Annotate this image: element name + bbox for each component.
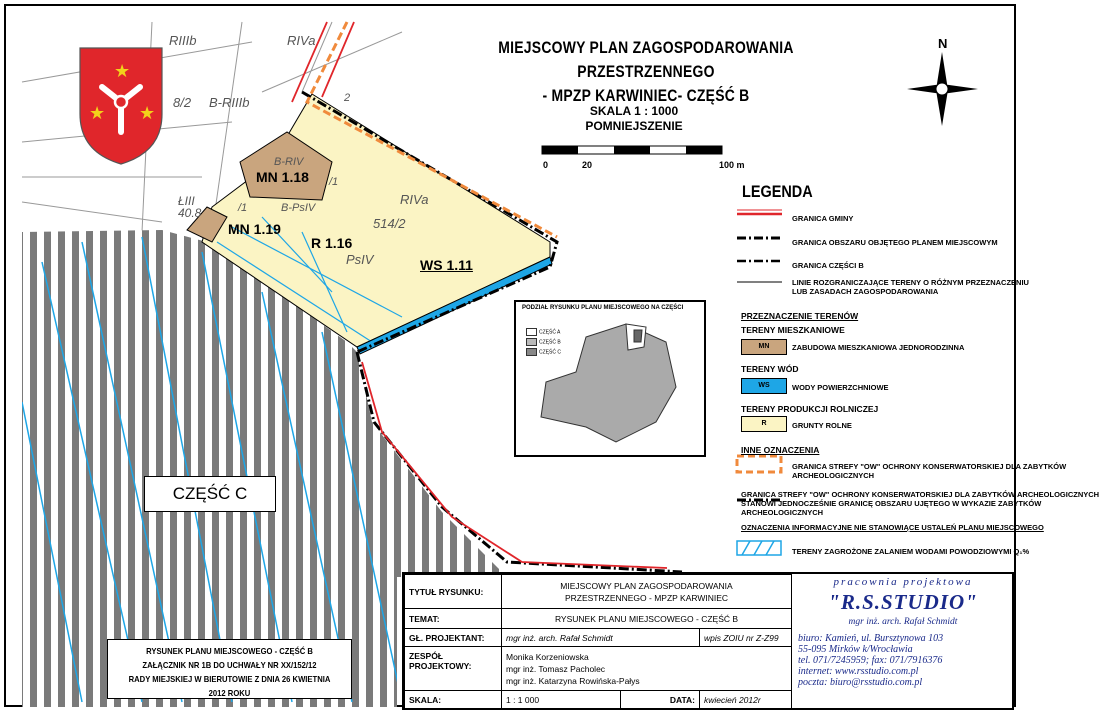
label-r1: /1 [329,176,339,188]
label-brivs: B-RIV [274,156,304,168]
legend-granica-czesci: GRANICA CZĘŚCI B [792,261,864,270]
legend-mn-desc: ZABUDOWA MIESZKANIOWA JEDNORODZINNA [792,343,965,352]
tb-zespol-2: mgr inż. Tomasz Pacholec [506,663,606,674]
tb-tytul-2: PRZESTRZENNEGO - MPZP KARWINIEC [564,592,729,603]
tb-wpis: wpis ZOIU nr Z-Z99 [700,629,792,647]
studio-tel: tel. 071/7245959; fax: 071/7916376 [798,655,943,666]
legend-ow-b-1: GRANICA STREFY "OW" OCHRONY KONSERWATORSKIEJ DLA ZABYTKÓW ARCHEOLOGICZNYCH [741,490,1099,499]
legend-mn-swatch: MN [741,339,787,355]
svg-text:★: ★ [114,61,131,81]
tb-zespol-1: Monika Korzeniowska [506,651,589,662]
legend-ow-b-3: ARCHEOLOGICZNYCH [741,508,824,517]
legend-ws-desc: WODY POWIERZCHNIOWE [792,383,889,392]
studio-addr1: biuro: Kamień, ul. Bursztynowa 103 [798,633,944,644]
label-briiib: B-RIIIb [209,95,250,110]
legend-tereny-mieszk: TERENY MIESZKANIOWE [741,325,845,335]
legend-przeznaczenie: PRZEZNACZENIE TERENÓW [741,311,859,321]
legend-ws-swatch: WS [741,378,787,394]
legend-inne: INNE OZNACZENIA [741,445,820,455]
inset-map [514,300,706,457]
scale-bar [542,146,722,154]
legend-granica-gminy: GRANICA GMINY [792,214,854,223]
legend-linie-1: LINIE ROZGRANICZAJĄCE TERENY O RÓŻNYM PRZEZNACZENIU [792,278,1029,287]
label-p2: 2 [344,92,351,104]
studio-internet: internet: www.rsstudio.com.pl [798,666,919,677]
label-rivatop: RIVa [287,33,316,48]
label-bpsiv: B-PsIV [281,202,316,214]
legend-title: LEGENDA [742,182,813,201]
label-liii: ŁIII [178,194,195,208]
sheet-line-1: RYSUNEK PLANU MIEJSCOWEGO - CZĘŚĆ B [146,646,313,656]
scale-label: SKALA 1 : 1000 [589,104,679,118]
tb-zespol-3: mgr inż. Katarzyna Rowińska-Pałys [506,675,640,686]
scale-tick-0: 0 [543,160,549,170]
svg-text:★: ★ [139,103,156,123]
map-frame [4,4,1099,707]
label-8-2: 8/2 [173,95,192,110]
tb-skala: 1 : 1 000 [502,691,621,709]
studio-block [794,574,1012,708]
legend-ow-2: ARCHEOLOGICZNYCH [792,471,875,480]
legend-granica-obszaru: GRANICA OBSZARU OBJĘTEGO PLANEM MIEJSCOWYM [792,238,998,247]
part-c-label: CZĘŚĆ C [144,476,276,512]
label-mn119: MN 1.19 [228,221,281,237]
studio-owner: mgr inż. arch. Rafał Schmidt [848,617,958,627]
legend-ow-1: GRANICA STREFY "OW" OCHRONY KONSERWATORSKIEJ DLA ZABYTKÓW [792,462,1067,471]
sheet-line-3: RADY MIEJSKIEJ W BIERUTOWIE Z DNIA 26 KWIETNIA 2012 ROKU [128,674,331,698]
legend-tereny-wod: TERENY WÓD [741,364,799,374]
north-label: N [938,36,948,51]
inset-legend-b-label: CZĘŚĆ B [539,339,561,346]
label-514-2: 514/2 [373,216,406,231]
tb-skala-label: SKALA: [405,691,502,709]
tb-data: kwiecień 2012r [700,691,792,709]
scale-block [554,104,714,134]
tb-tytul-1: MIEJSCOWY PLAN ZAGOSPODAROWANIA [560,580,733,591]
scale-tick-100: 100 m [719,160,745,170]
title-line-2: - MPZP KARWINIEC- CZĘŚĆ B [542,86,750,105]
sheet-label [107,639,352,699]
tb-temat-label: TEMAT: [405,609,502,629]
studio-pracownia: pracownia projektowa [833,576,973,588]
studio-addr2: 55-095 Mirków k/Wrocławia [798,644,913,655]
coat-of-arms [80,48,162,164]
studio-poczta: poczta: biuro@rsstudio.com.pl [798,677,923,688]
sheet-line-2: ZAŁĄCZNIK NR 1B DO UCHWAŁY NR XX/152/12 [142,660,317,670]
tb-zespol [502,647,792,691]
legend-info: OZNACZENIA INFORMACYJNE NIE STANOWIĄCE USTALEŃ PLANU MIEJSCOWEGO [741,523,1044,532]
tb-gl: mgr inż. arch. Rafał Schmidt [502,629,700,647]
legend-ow-b-2: STANOWI JEDNOCZEŚNIE GRANICĘ OBSZARU UJĘTEGO W WYKAZIE ZABYTKÓW [741,499,1042,508]
label-r116: R 1.16 [311,235,353,251]
legend-r-swatch: R [741,416,787,432]
scale-note: POMNIEJSZENIE [585,119,683,133]
legend-linie-2: LUB ZASADACH ZAGOSPODAROWANIA [792,287,939,296]
legend-flood: TERENY ZAGROŻONE ZALANIEM WODAMI POWODZIOWYMI Q₁% [792,547,1030,556]
scale-tick-20: 20 [582,160,593,170]
legend-tereny-prod: TERENY PRODUKCJI ROLNICZEJ [741,404,879,414]
inset-legend-a-label: CZĘŚĆ A [539,329,561,336]
label-ws111: WS 1.11 [420,257,473,273]
legend-r-desc: GRUNTY ROLNE [792,421,852,430]
north-arrow [907,52,978,126]
inset-shape [516,302,708,459]
label-mn118: MN 1.18 [256,169,309,185]
tb-data-label: DATA: [621,691,700,709]
inset-legend-c-label: CZĘŚĆ C [539,349,561,356]
tb-tytul [502,575,792,609]
tb-gl-label: GŁ. PROJEKTANT: [405,629,502,647]
map-title [453,36,838,108]
label-r2: /1 [238,202,248,214]
tb-zespol-label: ZESPÓŁ PROJEKTOWY: [405,647,502,691]
inset-title: PODZIAŁ RYSUNKU PLANU MIEJSCOWEGO NA CZĘŚCI [522,305,684,311]
title-block [402,572,1014,710]
label-riiib: RIIIb [169,33,197,48]
label-40-8: 40.8 [178,206,202,220]
tb-tytul-label: TYTUŁ RYSUNKU: [405,575,502,609]
label-psiv: PsIV [346,252,374,267]
tb-temat: RYSUNEK PLANU MIEJSCOWEGO - CZĘŚĆ B [502,609,792,629]
label-riva2: RIVa [400,192,429,207]
studio-name: "R.S.STUDIO" [828,590,978,614]
title-line-1: MIEJSCOWY PLAN ZAGOSPODAROWANIA PRZESTRZENNEGO [498,38,794,81]
title-block-table [404,574,792,709]
svg-text:★: ★ [89,103,106,123]
